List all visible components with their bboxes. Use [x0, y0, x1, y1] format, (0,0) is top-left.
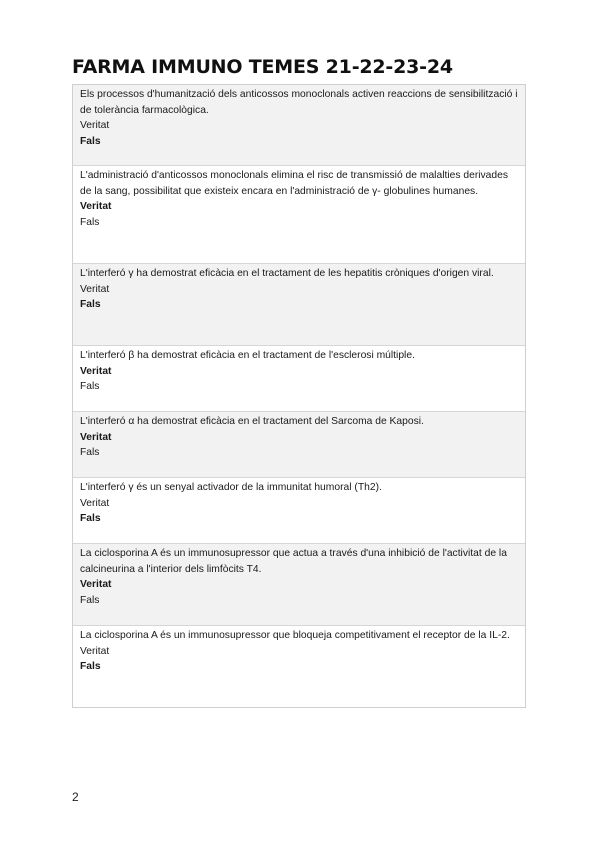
- question-row: [73, 345, 525, 411]
- option-veritat: Veritat: [80, 201, 112, 213]
- option-veritat: Veritat: [80, 283, 110, 295]
- option-veritat: Veritat: [80, 120, 110, 132]
- quiz-table: [72, 84, 526, 708]
- question-row: [73, 263, 525, 345]
- option-veritat: Veritat: [80, 645, 110, 657]
- question-row: [73, 543, 525, 625]
- question-text: Els processos d'humanització dels anticossos monoclonals activen reaccions de sensibilització i de tolerància farmacològica.: [80, 89, 518, 116]
- option-fals: Fals: [80, 447, 100, 459]
- page-title: FARMA IMMUNO TEMES 21-22-23-24: [72, 56, 453, 78]
- option-fals: Fals: [80, 513, 101, 525]
- question-text: L'interferó α ha demostrat eficàcia en el tractament del Sarcoma de Kaposi.: [80, 416, 424, 427]
- option-fals: Fals: [80, 136, 101, 148]
- option-veritat: Veritat: [80, 497, 110, 509]
- option-fals: Fals: [80, 595, 100, 607]
- question-row: [73, 477, 525, 543]
- option-veritat: Veritat: [80, 365, 112, 377]
- question-text: L'administració d'anticossos monoclonals elimina el risc de transmissió de malalties derivades de la sang, possibilitat que existeix encara en l'administració de γ- globulines humanes.: [80, 170, 509, 197]
- question-text: La ciclosporina A és un immunosupressor que bloqueja competitivament el receptor de la IL-2.: [80, 630, 510, 641]
- question-row: [73, 165, 525, 263]
- question-text: La ciclosporina A és un immunosupressor que actua a través d'una inhibició de l'activitat de la calcineurina a l'interior dels limfòcits T4.: [80, 548, 507, 575]
- question-row: [73, 85, 525, 165]
- option-fals: Fals: [80, 661, 101, 673]
- question-text: L'interferó γ és un senyal activador de la immunitat humoral (Th2).: [80, 482, 382, 493]
- question-text: L'interferó β ha demostrat eficàcia en el tractament de l'esclerosi múltiple.: [80, 350, 415, 361]
- question-text: L'interferó γ ha demostrat eficàcia en el tractament de les hepatitis cròniques d'origen viral.: [80, 268, 494, 279]
- option-veritat: Veritat: [80, 579, 112, 591]
- question-row: [73, 411, 525, 477]
- page-number: 2: [72, 790, 79, 804]
- option-fals: Fals: [80, 299, 101, 311]
- option-veritat: Veritat: [80, 431, 112, 443]
- option-fals: Fals: [80, 381, 100, 393]
- option-fals: Fals: [80, 217, 100, 229]
- question-row: [73, 625, 525, 707]
